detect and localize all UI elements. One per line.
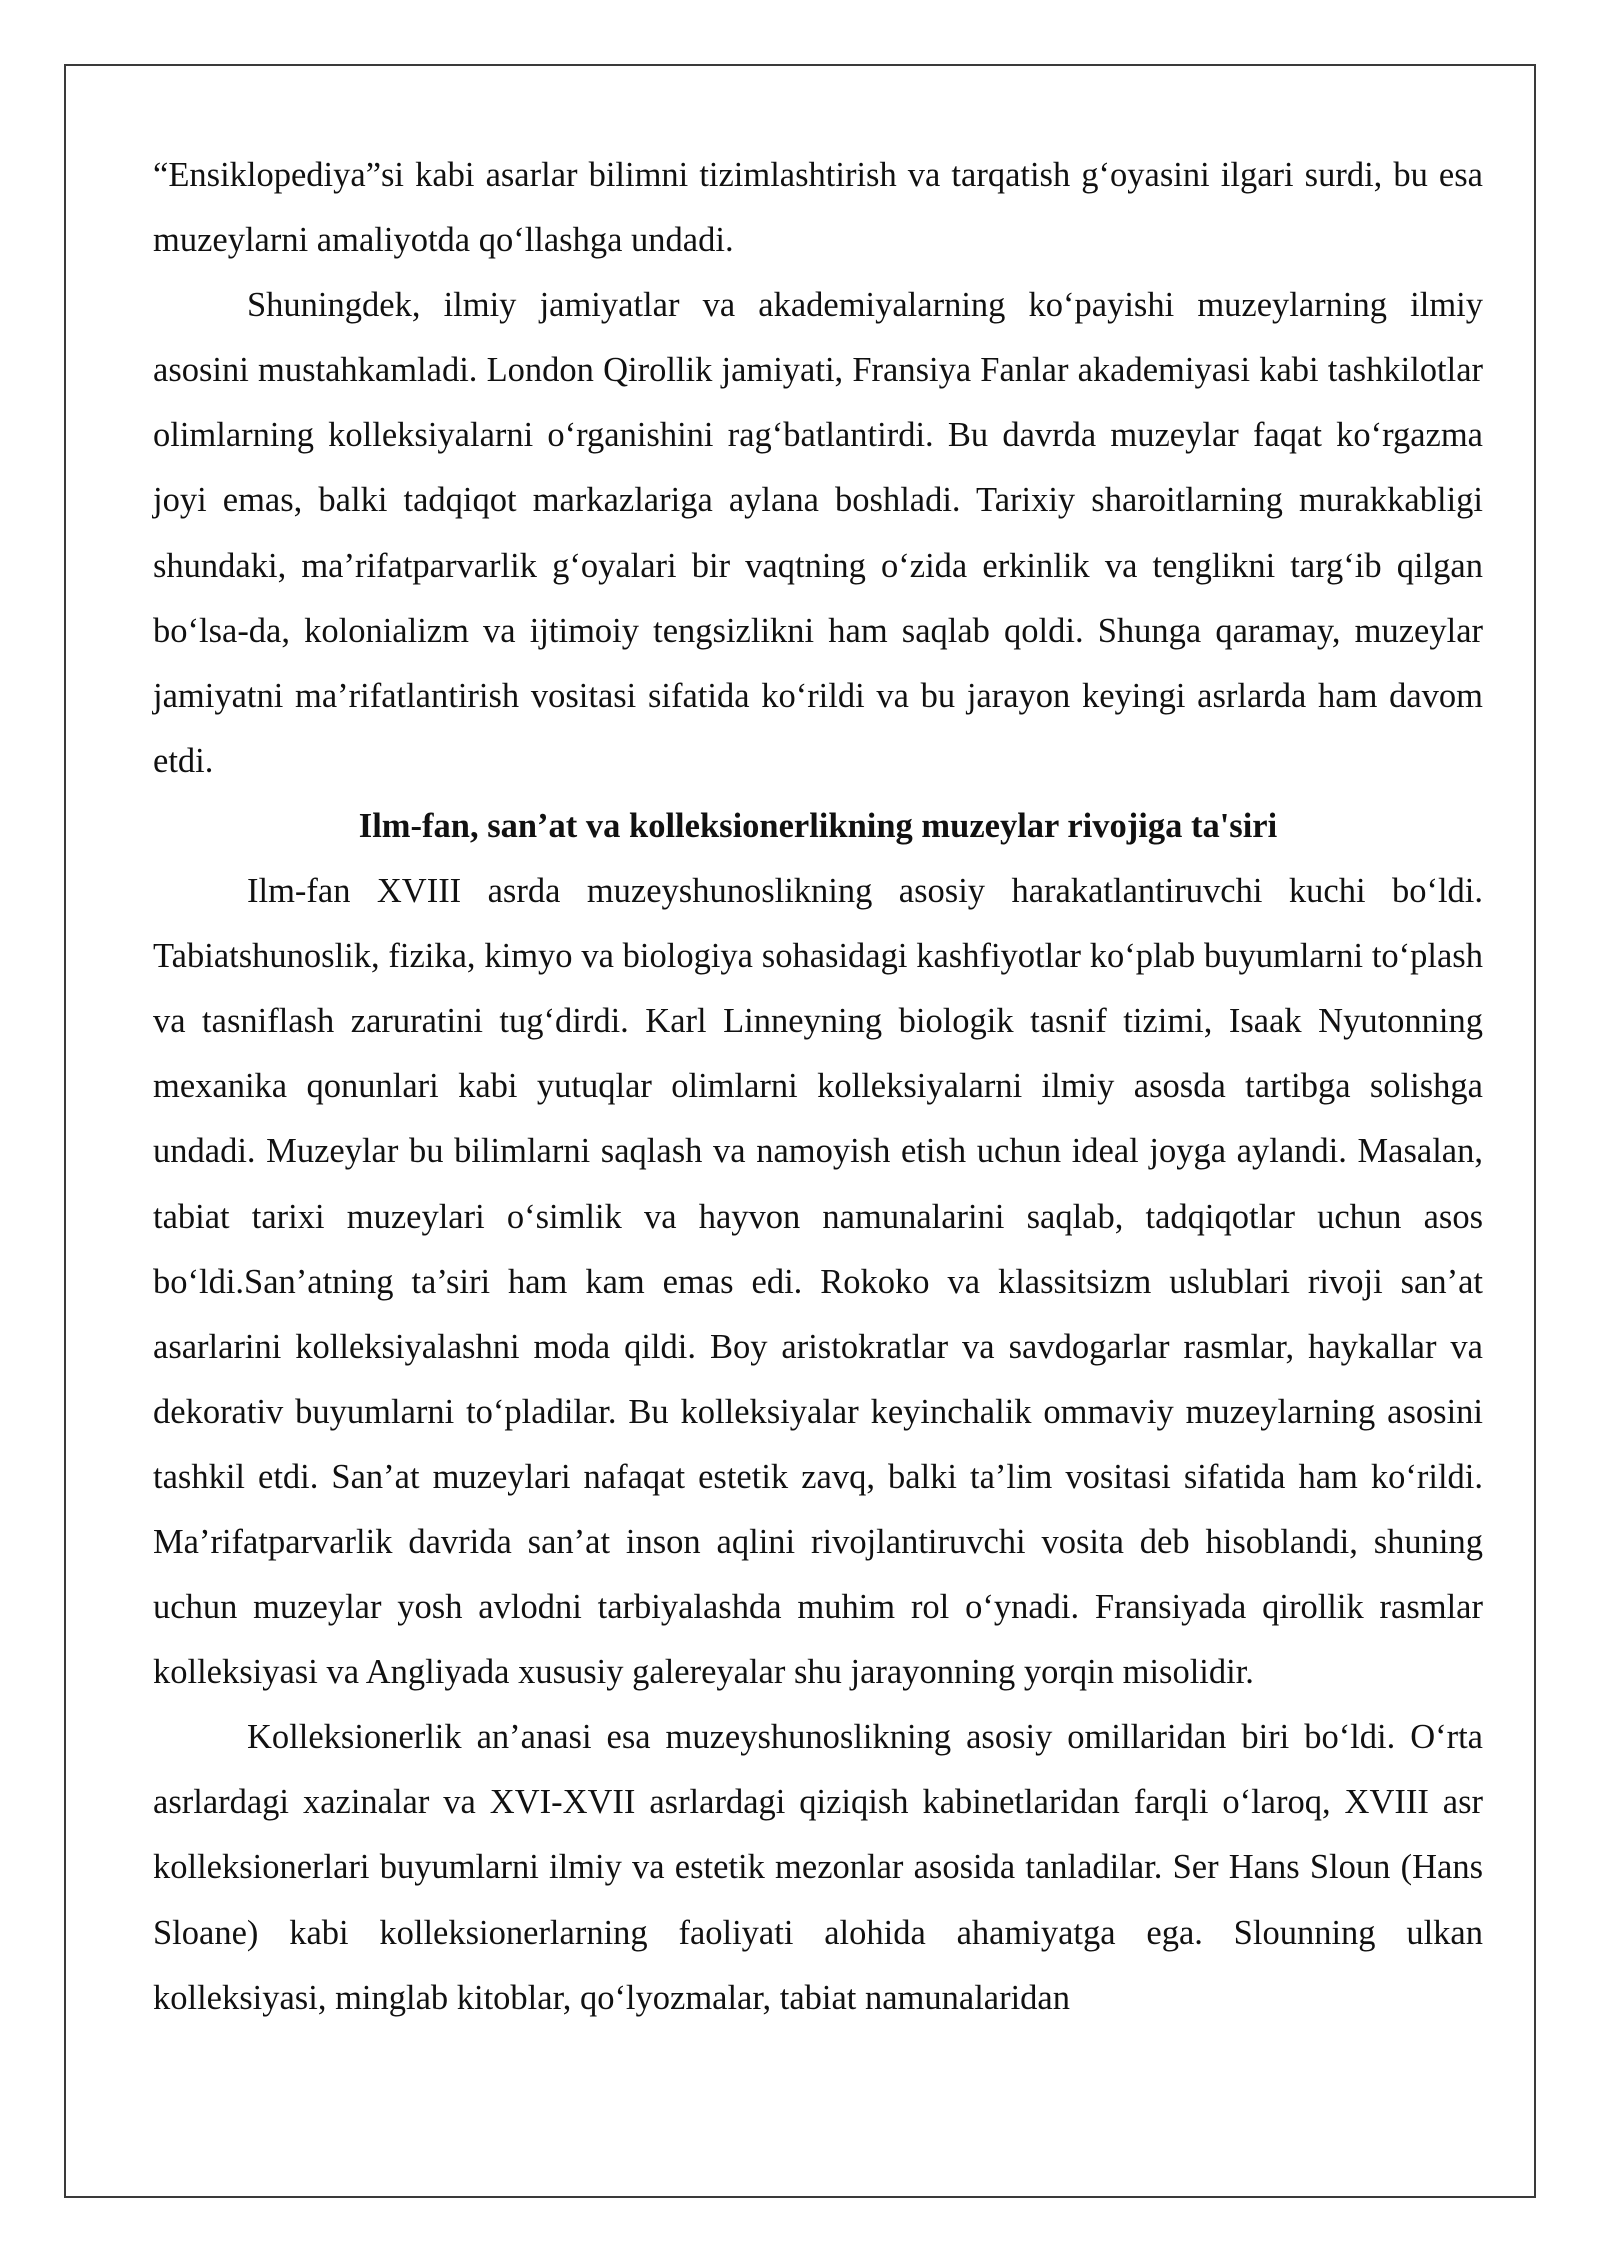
paragraph-scientific-societies: Shuningdek, ilmiy jamiyatlar va akademiyalarning ko‘payishi muzeylarning ilmiy asosini mustahkamladi. London Qirollik jamiyati, Fransiya Fanlar akademiyasi kabi tashkilotlar olimlarning kolleksiyalarni o‘rganishini rag‘batlantirdi. Bu davrda muzeylar faqat ko‘rgazma joyi emas, balki tadqiqot markazlariga aylana boshladi. Tarixiy sharoitlarning murakkabligi shundaki, ma’rifatparvarlik g‘oyalari bir vaqtning o‘zida erkinlik va tenglikni targ‘ib qilgan bo‘lsa-da, kolonializm va ijtimoiy tengsizlikni ham saqlab qoldi. Shunga qaramay, muzeylar jamiyatni ma’rifatlantirish vositasi sifatida ko‘rildi va bu jarayon keyingi asrlarda ham davom etdi. [153,286,1483,780]
paragraph-collecting-tradition: Kolleksionerlik an’anasi esa muzeyshunoslikning asosiy omillaridan biri bo‘ldi. O‘rta asrlardagi xazinalar va XVI-XVII asrlardagi qiziqish kabinetlaridan farqli o‘laroq, XVIII asr kolleksionerlari buyumlarni ilmiy va estetik mezonlar asosida tanladilar. Ser Hans Sloun (Hans Sloane) kabi kolleksionerlarning faoliyati alohida ahamiyatga ega. Slounning ulkan kolleksiyasi, minglab kitoblar, qo‘lyozmalar, tabiat namunalaridan [153,1718,1483,2017]
section-heading: Ilm-fan, san’at va kolleksionerlikning muzeylar rivojiga ta'siri [358,806,1278,845]
document-body [153,143,1483,2031]
paragraph-encyclopedia: “Ensiklopediya”si kabi asarlar bilimni tizimlashtirish va tarqatish g‘oyasini ilgari surdi, bu esa muzeylarni amaliyotda qo‘llashga undadi. [153,156,1483,260]
paragraph-science-art: Ilm-fan XVIII asrda muzeyshunoslikning asosiy harakatlantiruvchi kuchi bo‘ldi. Tabiatshunoslik, fizika, kimyo va biologiya sohasidagi kashfiyotlar ko‘plab buyumlarni to‘plash va tasniflash zaruratini tug‘dirdi. Karl Linneyning biologik tasnif tizimi, Isaak Nyutonning mexanika qonunlari kabi yutuqlar olimlarni kolleksiyalarni ilmiy asosda tartibga solishga undadi. Muzeylar bu bilimlarni saqlash va namoyish etish uchun ideal joyga aylandi. Masalan, tabiat tarixi muzeylari o‘simlik va hayvon namunalarini saqlab, tadqiqotlar uchun asos bo‘ldi.San’atning ta’siri ham kam emas edi. Rokoko va klassitsizm uslublari rivoji san’at asarlarini kolleksiyalashni moda qildi. Boy aristokratlar va savdogarlar rasmlar, haykallar va dekorativ buyumlarni to‘pladilar. Bu kolleksiyalar keyinchalik ommaviy muzeylarning asosini tashkil etdi. San’at muzeylari nafaqat estetik zavq, balki ta’lim vositasi sifatida ham ko‘rildi. Ma’rifatparvarlik davrida san’at inson aqlini rivojlantiruvchi vosita deb hisoblandi, shuning uchun muzeylar yosh avlodni tarbiyalashda muhim rol o‘ynadi. Fransiyada qirollik rasmlar kolleksiyasi va Angliyada xususiy galereyalar shu jarayonning yorqin misolidir. [153,872,1483,1692]
